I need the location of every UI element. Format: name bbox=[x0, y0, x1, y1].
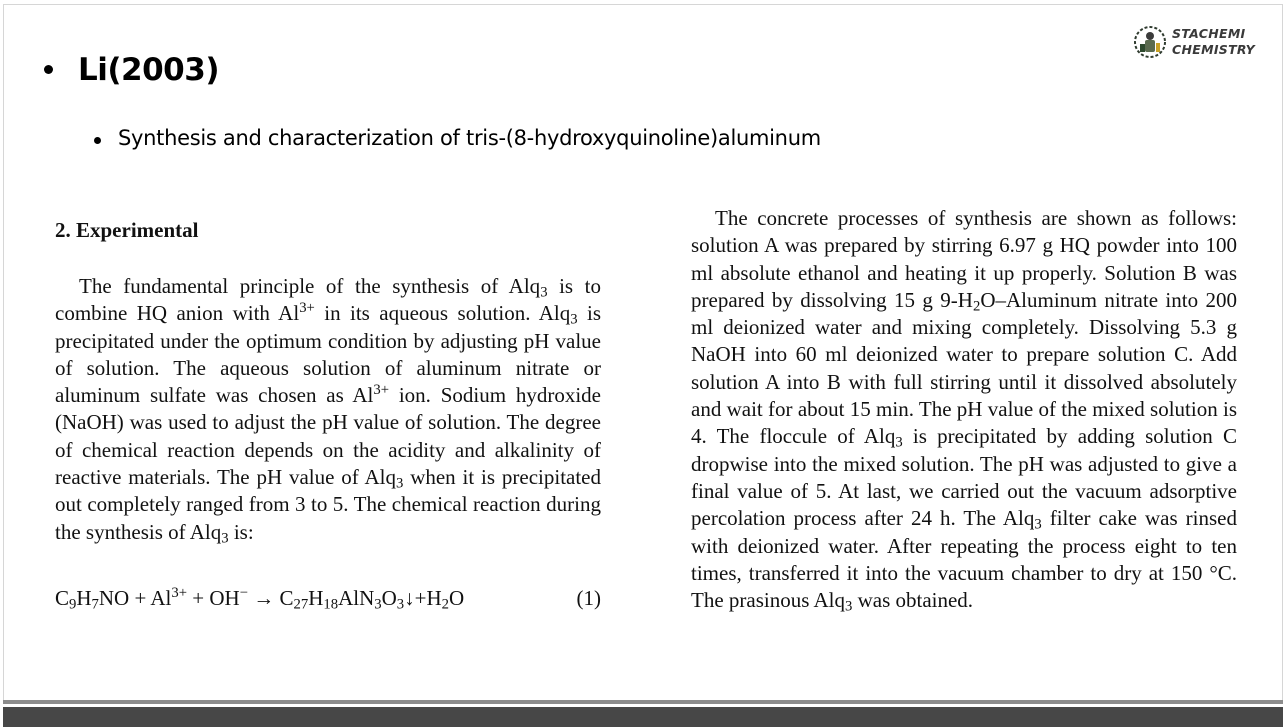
text-run: The fundamental principle of the synthesis of Alq bbox=[79, 274, 541, 298]
footer-bar bbox=[3, 707, 1283, 727]
text-run: when it is precipitated out completely ranged from 3 to 5. The chemical reaction during the synthesis of Alq bbox=[55, 465, 602, 544]
eq-sub: 9 bbox=[69, 596, 77, 613]
reaction-equation bbox=[55, 586, 601, 611]
text-run: is precipitated under the optimum condition by adjusting pH value of solution. The aqueous solution of aluminum nitrate or aluminum sulfate was chosen as Al bbox=[55, 301, 601, 408]
eq-sup: − bbox=[239, 584, 249, 601]
eq-part: C bbox=[55, 586, 70, 610]
eq-part: + OH bbox=[187, 586, 240, 610]
text-run: O–Aluminum nitrate into 200 ml deionized water and mixing completely. Dissolving 5.3 g NaOH into 60 ml deionized water to prepare solution C. Add solution A into B with full stirring until it dissolved absolutely and wait for about 15 min. The pH value of the mixed solution is 4. The floccule of Alq bbox=[691, 287, 1237, 449]
eq-sub: 3 bbox=[374, 596, 382, 613]
subscript: 3 bbox=[540, 284, 548, 301]
subscript: 3 bbox=[844, 598, 853, 615]
eq-sup: 3+ bbox=[171, 584, 188, 601]
bullet-icon bbox=[44, 65, 53, 74]
text-run: The concrete processes of synthesis are shown as follows: solution A was prepared by stirring 6.97 g HQ powder into 100 ml absolute ethanol and heating it up properly. Solution B was prepared by dissolving 15 g 9-H bbox=[691, 206, 1237, 312]
slide-title: Li(2003) bbox=[78, 52, 219, 88]
equation-number: (1) bbox=[576, 586, 601, 610]
text-run: in its aqueous solution. Alq bbox=[314, 301, 571, 326]
subscript: 3 bbox=[895, 435, 903, 452]
eq-sub: 27 bbox=[293, 596, 309, 613]
eq-sub: 3 bbox=[396, 596, 405, 613]
text-run: was obtained. bbox=[852, 588, 974, 613]
subscript: 3 bbox=[1034, 516, 1042, 533]
text-run: ion. Sodium hydroxide (NaOH) was used to adjust the pH value of solution. The degree of chemical reaction depends on the acidity and alkalinity of reactive materials. The pH value of Alq bbox=[55, 383, 601, 490]
subscript: 3 bbox=[396, 475, 404, 492]
footer-divider bbox=[3, 700, 1283, 704]
slide-subtitle: Synthesis and characterization of tris-(8-hydroxyquinoline)aluminum bbox=[118, 126, 821, 150]
scientist-logo-icon bbox=[1132, 24, 1168, 60]
eq-part: → C bbox=[248, 586, 294, 610]
section-heading: 2. Experimental bbox=[55, 218, 199, 242]
logo-text bbox=[1172, 26, 1255, 58]
logo-line-1: STACHEMI bbox=[1172, 26, 1246, 41]
eq-part: ↓+H bbox=[404, 586, 442, 610]
eq-part: NO + Al bbox=[98, 586, 172, 610]
text-run: filter cake was rinsed with deionized water. After repeating the process eight to ten times, transferred it into the vacuum chamber to dry at 150 °C. The prasinous Alq bbox=[691, 506, 1237, 613]
eq-sub: 7 bbox=[91, 596, 99, 613]
right-paragraph bbox=[691, 205, 1237, 614]
text-run: is precipitated by adding solution C dropwise into the mixed solution. The pH was adjusted to give a final value of 5. At last, we carried out the vacuum adsorptive percolation process after 24 h. The Alq bbox=[691, 424, 1237, 531]
superscript: 3+ bbox=[299, 300, 315, 317]
subscript: 3 bbox=[221, 530, 229, 547]
eq-part: AlN bbox=[338, 586, 375, 610]
subscript: 3 bbox=[570, 311, 578, 328]
logo-line-2: CHEMISTRY bbox=[1172, 42, 1256, 57]
left-paragraph bbox=[55, 273, 601, 546]
text-run: is to combine HQ anion with Al bbox=[55, 274, 601, 326]
eq-part: H bbox=[308, 586, 324, 610]
eq-part: H bbox=[76, 586, 92, 610]
superscript: 3+ bbox=[373, 382, 390, 399]
eq-part: O bbox=[381, 586, 397, 610]
eq-sub: 2 bbox=[441, 596, 449, 613]
sub-bullet-icon bbox=[94, 137, 101, 144]
eq-sub: 18 bbox=[323, 596, 339, 613]
text-run: is: bbox=[228, 519, 254, 544]
eq-part: O bbox=[448, 586, 465, 610]
stachemi-logo bbox=[1132, 24, 1267, 64]
subscript: 2 bbox=[972, 298, 981, 315]
